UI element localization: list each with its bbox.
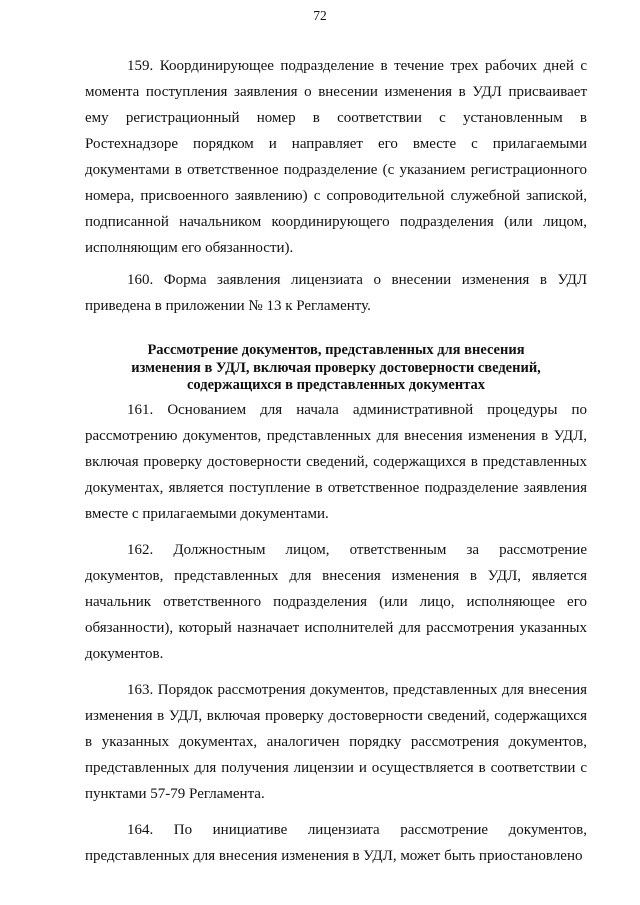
section-heading bbox=[85, 342, 587, 395]
paragraph-162: 162. Должностным лицом, ответственным за рассмотрение документов, представленных для внесения изменения в УДЛ, является начальник ответственного подразделения (или лицо, исполняющее его обязанности), который назначает исполнителей для рассмотрения указанных документов. bbox=[85, 541, 587, 662]
paragraph-164: 164. По инициативе лицензиата рассмотрение документов, представленных для внесения изменения в УДЛ, может быть приостановлено bbox=[85, 821, 587, 864]
section-heading-line-1: Рассмотрение документов, представленных для внесения bbox=[147, 342, 525, 358]
document-body bbox=[85, 53, 587, 869]
paragraph-163: 163. Порядок рассмотрения документов, представленных для внесения изменения в УДЛ, включая проверку достоверности сведений, содержащихся в указанных документах, аналогичен порядку рассмотрения документов, представленных для получения лицензии и осуществляется в соответствии с пунктами 57-79 Регламента. bbox=[85, 681, 587, 802]
paragraph-161: 161. Основанием для начала административной процедуры по рассмотрению документов, представленных для внесения изменения в УДЛ, включая проверку достоверности сведений, содержащихся в представленных документах, является поступление в ответственное подразделение заявления вместе с прилагаемыми документами. bbox=[85, 401, 587, 522]
section-heading-line-2: изменения в УДЛ, включая проверку достоверности сведений, bbox=[131, 359, 541, 376]
page-number: 72 bbox=[313, 8, 327, 23]
section-heading-line-3: содержащихся в представленных документах bbox=[186, 377, 485, 393]
paragraph-159: 159. Координирующее подразделение в течение трех рабочих дней с момента поступления заявления о внесении изменения в УДЛ присваивает ему регистрационный номер в соответствии с установленным в Ростехнадзоре порядком и направляет его вместе с прилагаемыми документами в ответственное подразделение (с указанием регистрационного номера, присвоенного заявлению) с сопроводительной служебной запиской, подписанной начальником координирующего подразделения (или лицом, исполняющим его обязанности). bbox=[85, 58, 587, 256]
paragraph-160: 160. Форма заявления лицензиата о внесении изменения в УДЛ приведена в приложении № 13 к Регламенту. bbox=[85, 272, 587, 314]
